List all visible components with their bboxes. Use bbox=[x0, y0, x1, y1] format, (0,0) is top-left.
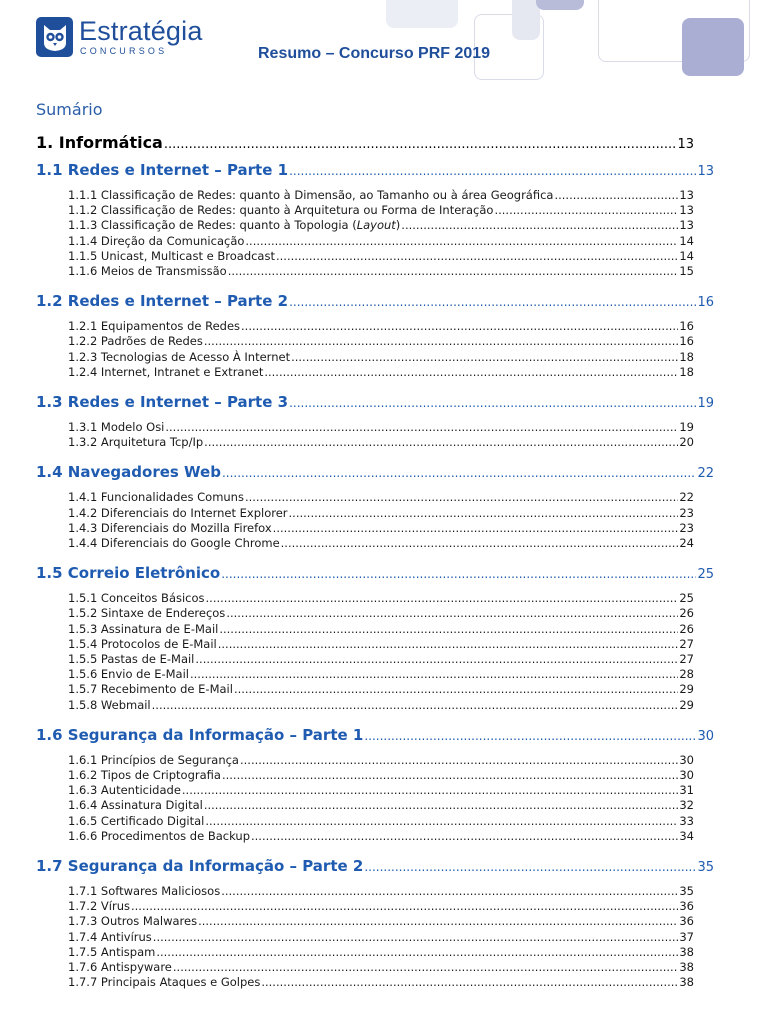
toc-item-page: 18 bbox=[679, 349, 694, 364]
toc-section-page: 13 bbox=[697, 164, 714, 179]
toc-item-page: 35 bbox=[679, 884, 694, 898]
toc-item-label: 1.4.4 Diferenciais do Google Chrome bbox=[68, 536, 280, 550]
toc-item-label: 1.6.5 Certificado Digital bbox=[68, 813, 205, 828]
toc-item-label: 1.7.4 Antivírus bbox=[68, 929, 152, 944]
toc-item-label: 1.1.1 Classificação de Redes: quanto à Dimensão, ao Tamanho ou à área Geográfica bbox=[68, 188, 554, 202]
toc-item-page: 25 bbox=[679, 591, 694, 606]
toc-item-label: 1.5.3 Assinatura de E-Mail bbox=[68, 621, 219, 636]
toc-item-page: 38 bbox=[679, 944, 694, 959]
toc-item-page: 36 bbox=[679, 899, 694, 914]
dot-leader bbox=[364, 729, 696, 743]
toc-item-label: 1.7.2 Vírus bbox=[68, 899, 130, 914]
dot-leader bbox=[554, 188, 678, 202]
toc-item-page: 29 bbox=[679, 682, 694, 697]
toc-item[interactable] bbox=[68, 667, 694, 681]
brand-logo bbox=[36, 17, 203, 57]
toc-item-label: 1.5.1 Conceitos Básicos bbox=[68, 591, 205, 606]
toc-item-label: 1.4.3 Diferenciais do Mozilla Firefox bbox=[68, 520, 272, 535]
toc-item-page: 16 bbox=[679, 319, 694, 334]
toc-section-page: 25 bbox=[697, 567, 714, 583]
toc-item[interactable] bbox=[68, 930, 694, 944]
toc-item-page: 15 bbox=[679, 264, 694, 278]
dot-leader bbox=[401, 218, 678, 232]
dot-leader bbox=[494, 203, 678, 217]
toc-item[interactable] bbox=[68, 420, 694, 434]
toc-item-label: 1.7.5 Antispam bbox=[68, 944, 156, 959]
toc-item[interactable] bbox=[68, 188, 694, 202]
dot-leader bbox=[289, 506, 679, 520]
toc-item[interactable] bbox=[68, 536, 694, 550]
toc-item-label: 1.6.2 Tipos de Criptografia bbox=[68, 768, 221, 782]
dot-leader bbox=[240, 753, 678, 767]
toc-chapter-label: 1. Informática bbox=[36, 133, 163, 152]
decorative-square bbox=[536, 0, 584, 10]
toc-item-page: 37 bbox=[679, 929, 694, 944]
dot-leader bbox=[364, 860, 696, 874]
dot-leader bbox=[226, 606, 678, 620]
toc-item-label: 1.5.4 Protocolos de E-Mail bbox=[68, 636, 217, 651]
toc-section-label: 1.1 Redes e Internet – Parte 1 bbox=[36, 161, 289, 179]
toc-item[interactable] bbox=[68, 783, 694, 797]
toc-item-page: 30 bbox=[679, 768, 694, 782]
toc-item-page: 27 bbox=[679, 636, 694, 651]
dot-leader bbox=[222, 466, 696, 480]
toc-item-label: 1.1.3 Classificação de Redes: quanto à Topologia (Layout) bbox=[68, 218, 401, 233]
toc-item[interactable] bbox=[68, 829, 694, 843]
toc-section-page: 30 bbox=[697, 728, 714, 744]
toc-item[interactable] bbox=[68, 622, 694, 636]
toc-item-label: 1.5.7 Recebimento de E-Mail bbox=[68, 682, 233, 697]
toc-item[interactable] bbox=[68, 365, 694, 379]
toc-item[interactable] bbox=[68, 884, 694, 898]
toc-item[interactable] bbox=[68, 899, 694, 913]
toc-item-page: 30 bbox=[679, 752, 694, 767]
dot-leader bbox=[152, 698, 679, 712]
toc-heading: Sumário bbox=[36, 100, 103, 119]
toc-section[interactable] bbox=[36, 857, 714, 875]
toc-item[interactable] bbox=[68, 768, 694, 782]
dot-leader bbox=[165, 420, 678, 434]
dot-leader bbox=[264, 365, 678, 379]
toc-item[interactable] bbox=[68, 334, 694, 348]
toc-item-page: 22 bbox=[679, 490, 694, 505]
toc-item-label: 1.3.1 Modelo Osi bbox=[68, 420, 165, 434]
dot-leader bbox=[164, 137, 677, 152]
toc-item-page: 26 bbox=[679, 621, 694, 636]
decorative-square bbox=[512, 0, 540, 40]
toc-item-label: 1.2.4 Internet, Intranet e Extranet bbox=[68, 364, 264, 379]
toc-item[interactable] bbox=[68, 350, 694, 364]
dot-leader bbox=[251, 829, 678, 843]
toc-item-page: 28 bbox=[679, 667, 694, 682]
toc-item-page: 20 bbox=[679, 435, 694, 450]
owl-icon bbox=[36, 17, 73, 57]
toc-item-label: 1.5.6 Envio de E-Mail bbox=[68, 667, 189, 682]
toc-item-label: 1.5.5 Pastas de E-Mail bbox=[68, 652, 195, 666]
toc-item[interactable] bbox=[68, 249, 694, 263]
toc-item-page: 13 bbox=[679, 188, 694, 202]
dot-leader bbox=[156, 945, 678, 959]
toc-item[interactable] bbox=[68, 975, 694, 989]
dot-leader bbox=[219, 622, 678, 636]
toc-item[interactable] bbox=[68, 960, 694, 974]
toc-section-label: 1.2 Redes e Internet – Parte 2 bbox=[36, 292, 289, 311]
toc-item-page: 14 bbox=[679, 248, 694, 263]
toc-item-label: 1.2.2 Padrões de Redes bbox=[68, 334, 203, 349]
toc-item-label: 1.1.4 Direção da Comunicação bbox=[68, 233, 245, 248]
toc-item[interactable] bbox=[68, 652, 694, 666]
brand-subtitle: CONCURSOS bbox=[80, 46, 168, 56]
dot-leader bbox=[190, 667, 678, 681]
dot-leader bbox=[221, 567, 696, 581]
toc-item-page: 23 bbox=[679, 520, 694, 535]
dot-leader bbox=[153, 930, 679, 944]
brand-name: Estratégia bbox=[79, 16, 203, 46]
toc-item-label: 1.6.3 Autenticidade bbox=[68, 783, 181, 798]
toc-item[interactable] bbox=[68, 606, 694, 620]
toc-item-label: 1.6.4 Assinatura Digital bbox=[68, 798, 203, 813]
toc-item-label: 1.7.1 Softwares Maliciosos bbox=[68, 884, 221, 898]
toc-item-label: 1.1.2 Classificação de Redes: quanto à Arquitetura ou Forma de Interação bbox=[68, 203, 494, 218]
toc-item-page: 14 bbox=[679, 233, 694, 248]
dot-leader bbox=[289, 295, 696, 309]
toc-item[interactable] bbox=[68, 698, 694, 712]
toc-item-label: 1.2.3 Tecnologias de Acesso À Internet bbox=[68, 349, 291, 364]
toc-item-page: 13 bbox=[679, 203, 694, 218]
toc-item[interactable] bbox=[68, 591, 694, 605]
toc-item[interactable] bbox=[68, 798, 694, 812]
dot-leader bbox=[245, 490, 678, 504]
toc-item-page: 36 bbox=[679, 914, 694, 929]
dot-leader bbox=[281, 536, 679, 550]
dot-leader bbox=[222, 768, 678, 782]
toc-section-label: 1.4 Navegadores Web bbox=[36, 463, 221, 482]
toc-item-page: 38 bbox=[679, 960, 694, 974]
toc-item[interactable] bbox=[68, 319, 694, 333]
toc-section-label: 1.7 Segurança da Informação – Parte 2 bbox=[36, 857, 364, 875]
toc-section[interactable] bbox=[36, 393, 714, 411]
dot-leader bbox=[204, 798, 679, 812]
dot-leader bbox=[245, 234, 678, 248]
toc-item[interactable] bbox=[68, 753, 694, 767]
dot-leader bbox=[206, 591, 679, 605]
dot-leader bbox=[273, 521, 679, 535]
dot-leader bbox=[234, 682, 678, 696]
toc-item-page: 38 bbox=[679, 975, 694, 990]
toc-item-label: 1.2.1 Equipamentos de Redes bbox=[68, 319, 241, 334]
toc-item-page: 18 bbox=[679, 364, 694, 379]
toc-section[interactable] bbox=[36, 726, 714, 744]
toc-item-page: 32 bbox=[679, 798, 694, 813]
toc-item-page: 23 bbox=[679, 505, 694, 520]
toc-section[interactable] bbox=[36, 161, 714, 179]
dot-leader bbox=[289, 164, 696, 178]
toc-item-label: 1.5.8 Webmail bbox=[68, 697, 151, 712]
toc-chapter-page: 13 bbox=[677, 137, 694, 152]
dot-leader bbox=[204, 334, 678, 348]
toc-item-page: 24 bbox=[679, 536, 694, 550]
toc-item-page: 26 bbox=[679, 606, 694, 621]
toc-item-label: 1.3.2 Arquitetura Tcp/Ip bbox=[68, 435, 204, 450]
toc-item[interactable] bbox=[68, 490, 694, 504]
toc-item[interactable] bbox=[68, 814, 694, 828]
dot-leader bbox=[291, 350, 678, 364]
dot-leader bbox=[228, 264, 679, 278]
toc-section-page: 19 bbox=[697, 396, 714, 411]
toc-item[interactable] bbox=[68, 218, 694, 232]
dot-leader bbox=[221, 884, 678, 898]
dot-leader bbox=[289, 396, 696, 410]
toc-item-label: 1.1.6 Meios de Transmissão bbox=[68, 264, 227, 278]
toc-item-page: 31 bbox=[679, 783, 694, 798]
toc-section[interactable] bbox=[36, 292, 714, 310]
decorative-square bbox=[682, 18, 744, 76]
toc-item-label: 1.7.6 Antispyware bbox=[68, 960, 172, 974]
dot-leader bbox=[173, 960, 678, 974]
dot-leader bbox=[131, 899, 678, 913]
toc-item-page: 27 bbox=[679, 652, 694, 666]
toc-item-label: 1.4.2 Diferenciais do Internet Explorer bbox=[68, 505, 288, 520]
toc-item[interactable] bbox=[68, 264, 694, 278]
toc-item-page: 34 bbox=[679, 828, 694, 843]
toc-item[interactable] bbox=[68, 945, 694, 959]
dot-leader bbox=[241, 319, 678, 333]
toc-item-label: 1.7.3 Outros Malwares bbox=[68, 914, 198, 929]
toc-item-page: 13 bbox=[679, 218, 694, 233]
toc-item[interactable] bbox=[68, 203, 694, 217]
dot-leader bbox=[204, 435, 678, 449]
toc-section-page: 22 bbox=[697, 466, 714, 482]
toc-item[interactable] bbox=[68, 234, 694, 248]
dot-leader bbox=[205, 814, 678, 828]
toc-item-page: 16 bbox=[679, 334, 694, 349]
toc-item-label: 1.6.6 Procedimentos de Backup bbox=[68, 828, 250, 843]
decorative-square bbox=[386, 0, 458, 28]
toc-section-label: 1.5 Correio Eletrônico bbox=[36, 564, 221, 583]
toc-item[interactable] bbox=[68, 521, 694, 535]
toc-item-page: 29 bbox=[679, 697, 694, 712]
toc-item-label: 1.4.1 Funcionalidades Comuns bbox=[68, 490, 244, 505]
dot-leader bbox=[276, 249, 678, 263]
dot-leader bbox=[198, 914, 678, 928]
toc-section-page: 35 bbox=[697, 860, 714, 875]
toc-section-page: 16 bbox=[697, 295, 714, 311]
dot-leader bbox=[218, 637, 679, 651]
toc-item[interactable] bbox=[68, 914, 694, 928]
toc-section[interactable] bbox=[36, 564, 714, 582]
toc-item-page: 19 bbox=[679, 420, 694, 434]
toc-section-label: 1.6 Segurança da Informação – Parte 1 bbox=[36, 725, 364, 744]
toc-item[interactable] bbox=[68, 506, 694, 520]
toc-section[interactable] bbox=[36, 463, 714, 481]
toc-item[interactable] bbox=[68, 435, 694, 449]
toc-item[interactable] bbox=[68, 682, 694, 696]
toc-item-label: 1.1.5 Unicast, Multicast e Broadcast bbox=[68, 248, 275, 263]
dot-leader bbox=[261, 975, 678, 989]
toc-item[interactable] bbox=[68, 637, 694, 651]
dot-leader bbox=[182, 783, 678, 797]
toc-item-page: 33 bbox=[679, 813, 694, 828]
toc-section-label: 1.3 Redes e Internet – Parte 3 bbox=[36, 393, 289, 411]
toc-chapter[interactable] bbox=[36, 133, 694, 152]
document-title: Resumo – Concurso PRF 2019 bbox=[258, 45, 491, 62]
dot-leader bbox=[195, 652, 678, 666]
toc-item-label: 1.5.2 Sintaxe de Endereços bbox=[68, 606, 226, 621]
toc-item-label: 1.7.7 Principais Ataques e Golpes bbox=[68, 975, 261, 990]
toc-item-label: 1.6.1 Princípios de Segurança bbox=[68, 752, 239, 767]
